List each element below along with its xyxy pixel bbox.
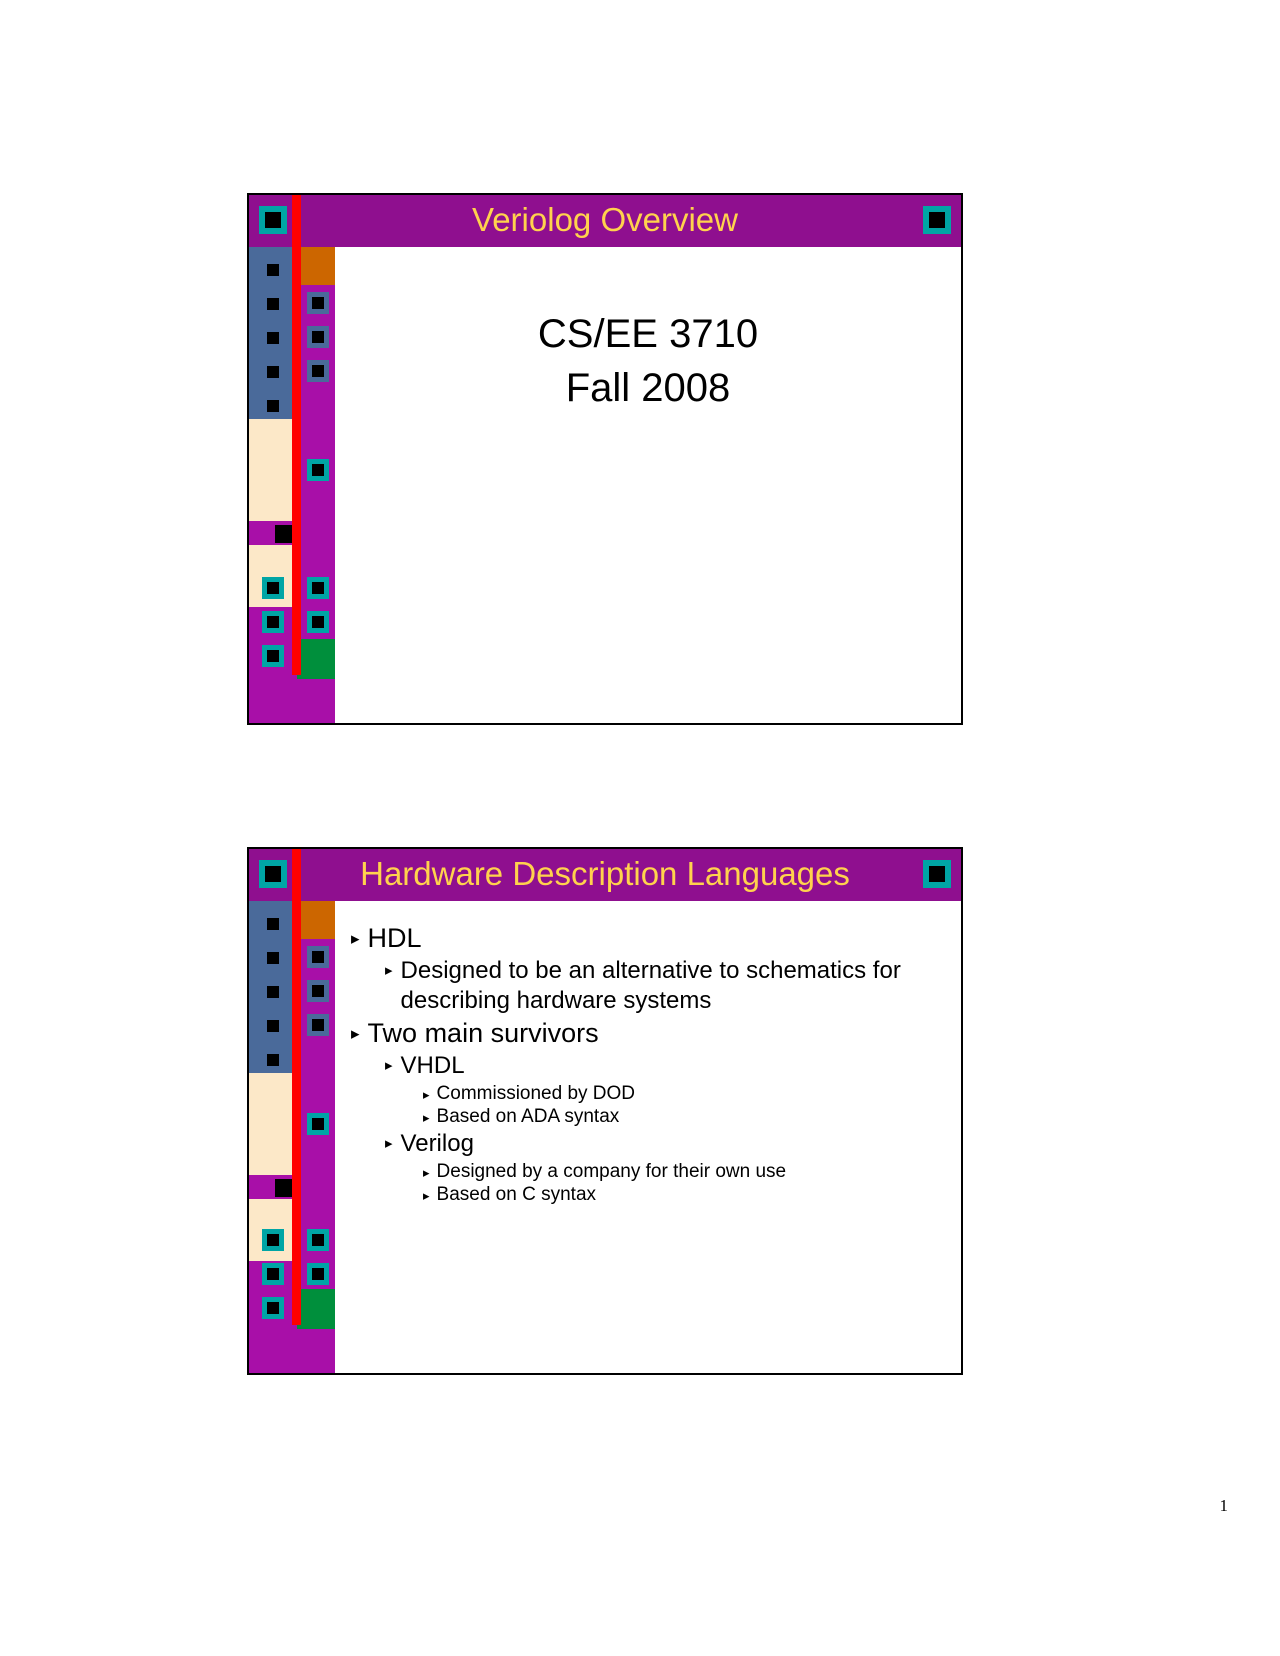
slide-2-title: Hardware Description Languages	[360, 855, 850, 892]
deco-square-teal	[262, 1263, 284, 1285]
course-code: CS/EE 3710	[537, 312, 759, 356]
slide-2	[247, 847, 963, 1375]
deco-square-teal	[307, 459, 329, 481]
deco-square-navy	[262, 981, 284, 1003]
deco-cream-block-upper	[249, 419, 297, 521]
bullet-marker-icon: ▸	[385, 962, 393, 979]
deco-square-navy	[307, 360, 329, 382]
bullet-marker-icon: ▸	[423, 1165, 430, 1180]
bullet-marker-icon: ▸	[351, 1024, 360, 1043]
deco-square-teal	[262, 645, 284, 667]
deco-square-navy	[262, 395, 284, 417]
course-term: Fall 2008	[565, 366, 731, 410]
bullet-marker-icon: ▸	[385, 1057, 393, 1074]
deco-square-teal	[307, 1263, 329, 1285]
deco-square-teal	[262, 577, 284, 599]
slide-2-bullet-list	[351, 923, 949, 1207]
deco-square-navy	[262, 1015, 284, 1037]
bullet-item	[423, 1184, 949, 1206]
bullet-item	[385, 1129, 949, 1159]
deco-green-block	[297, 1289, 335, 1329]
deco-square-navy	[262, 293, 284, 315]
deco-red-bar	[292, 195, 301, 675]
corner-marker-top-right-icon	[923, 206, 951, 234]
bullet-marker-icon: ▸	[423, 1087, 430, 1102]
bullet-marker-icon: ▸	[351, 929, 360, 948]
bullet-text: VHDL	[400, 1052, 465, 1079]
deco-square-navy	[262, 361, 284, 383]
deco-square-black	[275, 1179, 293, 1197]
deco-orange-block	[297, 247, 335, 285]
deco-square-navy	[307, 326, 329, 348]
slide-1-body	[335, 247, 961, 723]
slide-2-body	[335, 901, 961, 1373]
slide-1	[247, 193, 963, 725]
deco-orange-block	[297, 901, 335, 939]
slide-1-center-text	[335, 307, 961, 415]
bullet-item	[423, 1161, 949, 1183]
bullet-text: Verilog	[400, 1130, 474, 1157]
deco-square-navy	[262, 259, 284, 281]
corner-marker-top-right-icon	[923, 860, 951, 888]
bullet-text: Based on ADA syntax	[436, 1106, 620, 1127]
bullet-text: HDL	[367, 923, 422, 953]
deco-square-black	[275, 525, 293, 543]
bullet-item	[351, 1018, 949, 1049]
bullet-item	[423, 1083, 949, 1105]
deco-cream-block-upper	[249, 1073, 297, 1175]
deco-square-navy	[307, 1014, 329, 1036]
deco-square-navy	[307, 946, 329, 968]
corner-marker-top-left-icon	[259, 206, 287, 234]
deco-red-bar	[292, 849, 301, 1325]
deco-square-teal	[307, 1113, 329, 1135]
deco-square-teal	[262, 1229, 284, 1251]
deco-square-navy	[262, 1049, 284, 1071]
bullet-marker-icon: ▸	[385, 1135, 393, 1152]
bullet-item	[423, 1106, 949, 1128]
bullet-text: Designed by a company for their own use	[436, 1161, 787, 1182]
slide-2-left-decoration	[249, 901, 335, 1373]
page-number: 1	[1219, 1496, 1228, 1515]
bullet-item	[351, 923, 949, 954]
deco-square-teal	[262, 611, 284, 633]
deco-square-teal	[307, 1229, 329, 1251]
bullet-marker-icon: ▸	[423, 1188, 430, 1203]
bullet-text: Based on C syntax	[436, 1184, 597, 1205]
deco-square-navy	[307, 292, 329, 314]
deco-square-navy	[307, 980, 329, 1002]
deco-square-teal	[262, 1297, 284, 1319]
slide-1-title: Veriolog Overview	[472, 201, 738, 238]
deco-square-navy	[262, 913, 284, 935]
bullet-item	[385, 956, 949, 1016]
slide-1-left-decoration	[249, 247, 335, 723]
bullet-item	[385, 1051, 949, 1081]
deco-square-navy	[262, 947, 284, 969]
bullet-text: Two main survivors	[367, 1018, 599, 1048]
deco-green-block	[297, 639, 335, 679]
bullet-marker-icon: ▸	[423, 1110, 430, 1125]
deco-square-navy	[262, 327, 284, 349]
corner-marker-top-left-icon	[259, 860, 287, 888]
deco-square-teal	[307, 577, 329, 599]
bullet-text: Designed to be an alternative to schematics for describing hardware systems	[400, 957, 901, 1014]
deco-square-teal	[307, 611, 329, 633]
bullet-text: Commissioned by DOD	[436, 1083, 636, 1104]
